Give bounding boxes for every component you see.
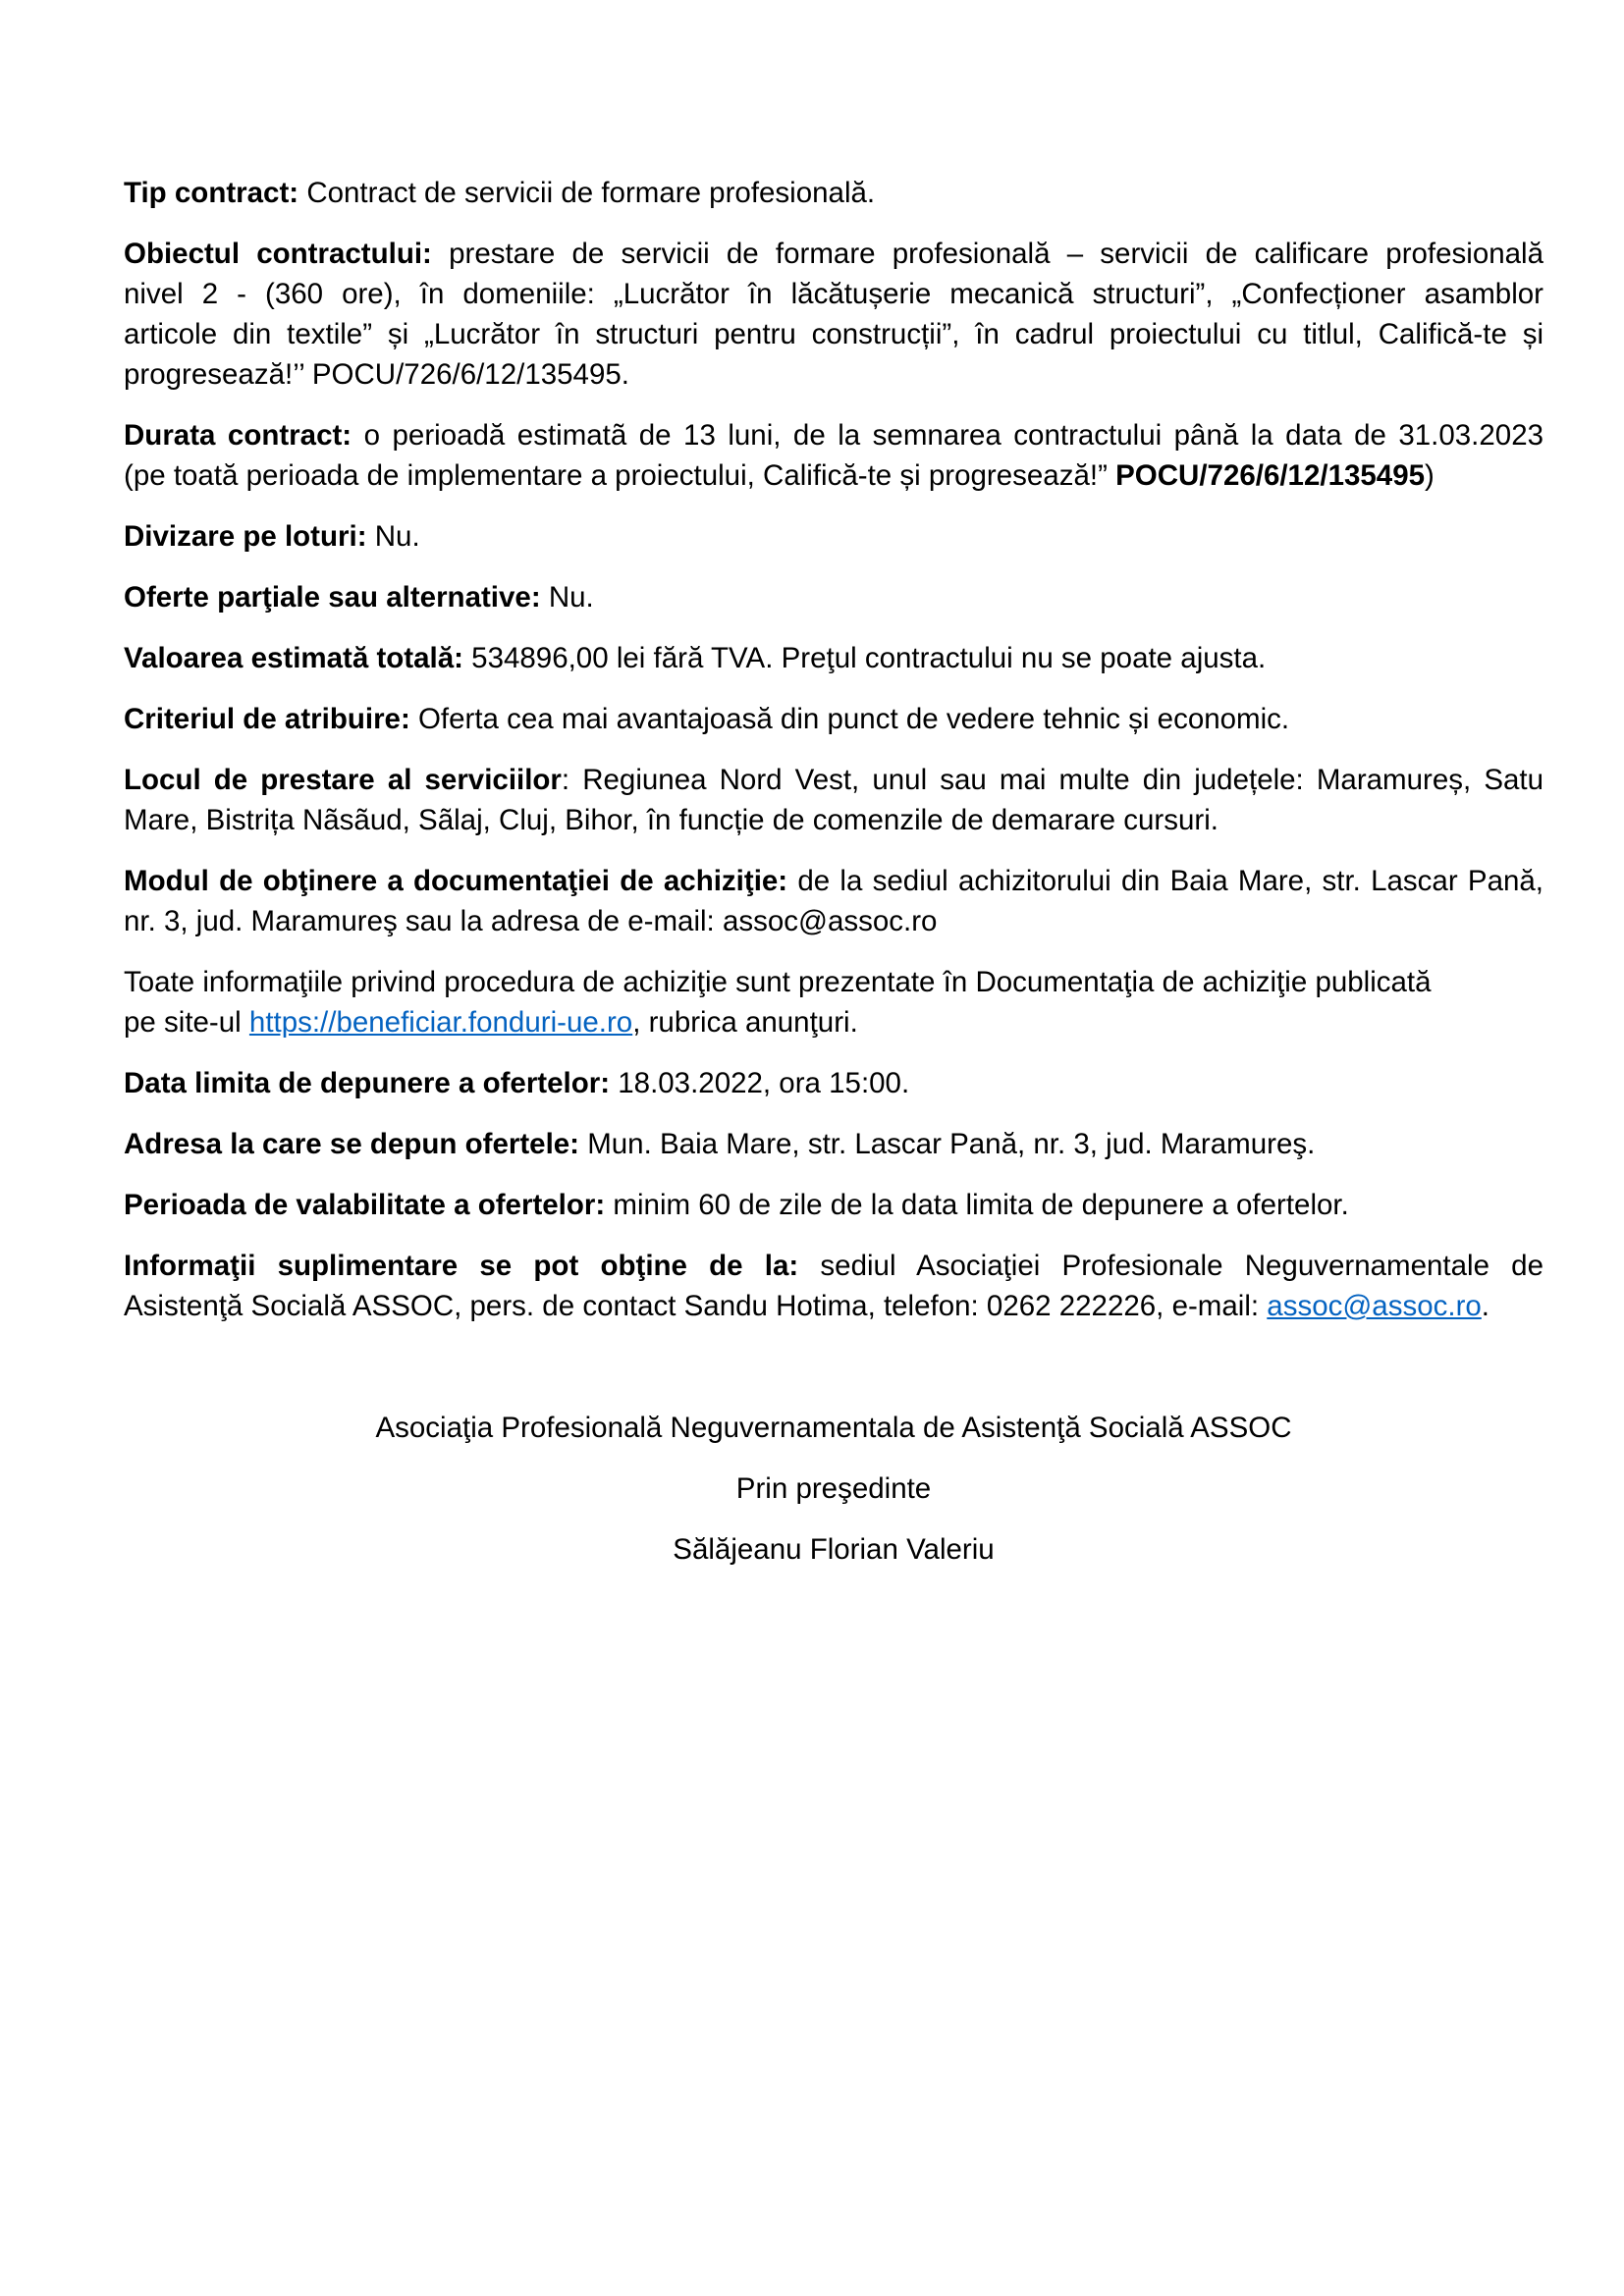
empty-line [124,1347,1543,1387]
field-value: Contract de servicii de formare profesională. [306,177,876,209]
field-label: Adresa la care se depun ofertele: [124,1128,579,1160]
field-value: Mun. Baia Mare, str. Lascar Pană, nr. 3, jud. Maramureş. [587,1128,1316,1160]
field-value: progresează!’’ POCU/726/6/12/135495. [124,358,629,391]
field-label: Divizare pe loturi: [124,520,367,553]
text-line [124,699,1543,739]
field-label: Obiectul contractului: [124,238,432,270]
field-value: Oferta cea mai avantajoasă din punct de vedere tehnic și economic. [417,703,1290,735]
field-value: Nu. [548,581,594,614]
paragraph-criteriul-de-atribuire [124,699,1543,739]
text-line [124,234,1543,274]
paragraph-adresa-depunere [124,1124,1543,1164]
text-line [124,415,1543,455]
text-line [124,314,1543,354]
website-link[interactable]: https://beneficiar.fonduri-ue.ro [248,1006,633,1039]
paragraph-perioada-valabilitate [124,1185,1543,1225]
field-value: nr. 3, jud. Maramureş sau la adresa de e-mail: assoc@assoc.ro [124,905,938,937]
text-line [124,516,1543,557]
paragraph-data-limita [124,1063,1543,1103]
text-line [124,1002,1543,1042]
project-code: POCU/726/6/12/135495 [1115,459,1426,492]
text-line [124,274,1543,314]
paragraph-informatii-suplimentare [124,1246,1543,1326]
field-value: Nu. [374,520,420,553]
field-label: Oferte parţiale sau alternative: [124,581,541,614]
field-label: Tip contract: [124,177,299,209]
field-label: Valoarea estimată totală: [124,642,463,674]
text-line [124,962,1543,1002]
field-value: Toate informaţiile privind procedura de achiziţie sunt prezentate în Documentaţia de achiziţie publicată [124,966,1432,998]
field-value: (pe toată perioada de implementare a proiectului, Califică-te și progresează!” [124,459,1108,492]
field-label: Informaţii suplimentare se pot obţine de la: [124,1250,799,1282]
field-value: Asistenţă Socială ASSOC, pers. de contact Sandu Hotima, telefon: 0262 222226, e-mail: [124,1290,1260,1322]
field-value: 534896,00 lei fără TVA. Preţul contractului nu se poate ajusta. [471,642,1267,674]
field-value: de la sediul achizitorului din Baia Mare, str. Lascar Pană, [797,865,1543,897]
field-label: Data limita de depunere a ofertelor: [124,1067,611,1099]
signature-title: Prin preşedinte [735,1472,932,1505]
field-label: Locul de prestare al serviciilor [124,764,562,796]
field-value: , rubrica anunţuri. [632,1006,858,1039]
field-value: sediul Asociaţiei Profesionale Neguvernamentale de [820,1250,1543,1282]
field-value: nivel 2 - (360 ore), în domeniile: „Lucrător în lăcătușerie mecanică structuri”, „Confecționer asamblor [124,278,1543,310]
signature-organization: Asociaţia Profesională Neguvernamentala de Asistenţă Socială ASSOC [375,1412,1292,1444]
paragraph-divizare-pe-loturi [124,516,1543,557]
text-line [124,800,1543,840]
closing-parenthesis: ) [1425,459,1435,492]
text-line [124,1246,1543,1286]
field-label: Durata contract: [124,419,352,452]
field-value: o perioadă estimatã de 13 luni, de la semnarea contractului până la data de 31.03.2023 [363,419,1544,452]
paragraph-obiectul-contractului [124,234,1543,395]
text-line [124,861,1543,901]
field-value: 18.03.2022, ora 15:00. [618,1067,910,1099]
field-value: pe site-ul [124,1006,242,1039]
field-value: minim 60 de zile de la data limita de depunere a ofertelor. [613,1189,1349,1221]
text-line [124,760,1543,800]
paragraph-locul-de-prestare [124,760,1543,840]
field-value: prestare de servicii de formare profesională – servicii de calificare profesională [449,238,1544,270]
text-line [124,455,1543,496]
text-line [124,1063,1543,1103]
field-value: articole din textile” și „Lucrător în structuri pentru construcții”, în cadrul proiectului cu titlul, Califică-te și [124,318,1543,350]
email-link[interactable]: assoc@assoc.ro [1267,1290,1482,1322]
closing-period: . [1481,1290,1489,1322]
field-label: Modul de obţinere a documentaţiei de achiziţie: [124,865,788,897]
paragraph-oferte-partiale [124,577,1543,617]
signature-name: Sălăjeanu Florian Valeriu [673,1533,995,1566]
field-label: Criteriul de atribuire: [124,703,410,735]
paragraph-tip-contract [124,173,1543,213]
text-line [124,173,1543,213]
text-line [124,577,1543,617]
text-line [124,1286,1543,1326]
field-label: Perioada de valabilitate a ofertelor: [124,1189,606,1221]
text-line [124,901,1543,941]
field-value: : Regiunea Nord Vest, unul sau mai multe din județele: Maramureș, Satu [561,764,1544,796]
text-line [124,1124,1543,1164]
text-line [124,1185,1543,1225]
document-body [124,173,1543,1590]
paragraph-informatii-procedura [124,962,1543,1042]
text-line [124,638,1543,678]
text-line [124,354,1543,395]
paragraph-valoarea-estimata [124,638,1543,678]
paragraph-modul-de-obtinere [124,861,1543,941]
field-value: Mare, Bistrița Nãsãud, Sãlaj, Cluj, Bihor, în funcție de comenzile de demarare cursuri. [124,804,1218,836]
paragraph-durata-contract [124,415,1543,496]
